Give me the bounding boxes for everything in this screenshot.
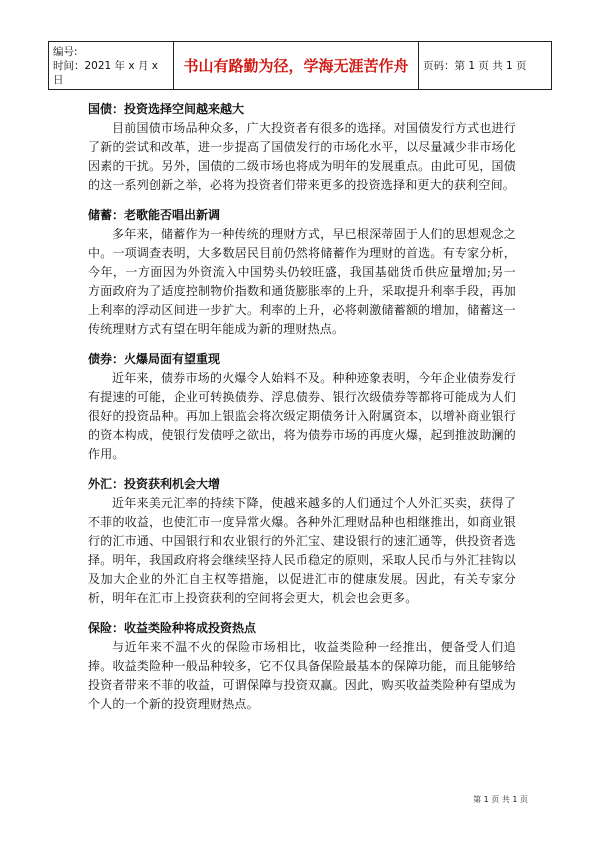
- section-paragraph: 目前国债市场品种众多，广大投资者有很多的选择。对国债发行方式也进行了新的尝试和改革，进一步提高了国债发行的市场化水平，以尽量减少非市场化因素的干扰。另外，国债的二级市场也将成为明年的发展重点。由此可见，国债的这一系列创新之举，必将为投资者们带来更多的投资选择和更大的获利空间。: [88, 121, 516, 192]
- header-meta: [49, 42, 174, 90]
- section-forex: [88, 475, 516, 608]
- section-treasury-bonds: [88, 100, 516, 195]
- section-paragraph: 与近年来不温不火的保险市场相比，收益类险种一经推出，便备受人们追捧。收益类险种一般品种较多，它不仅具备保险最基本的保障功能，而且能够给投资者带来不菲的收益，可谓保障与投资双赢。因此，购买收益类险种有望成为个人的一个新的投资理财热点。: [88, 640, 516, 711]
- section-title: 外汇：投资获利机会大增: [88, 477, 221, 491]
- section-title: 保险：收益类险种将成投资热点: [88, 621, 257, 635]
- section-insurance: [88, 619, 516, 714]
- header-page-label: 页码：第 1 页 共 1 页: [419, 42, 552, 90]
- document-body: [88, 100, 516, 725]
- page-footer: 第 1 页 共 1 页: [473, 795, 528, 804]
- section-bonds: [88, 350, 516, 464]
- section-paragraph: 近年来，债券市场的火爆令人始料不及。种种迹象表明，今年企业债券发行有提速的可能，企业可转换债券、浮息债券、银行次级债券等都将可能成为人们很好的投资品种。再加上银监会将次级定期债务计入附属资本，以增补商业银行的资本构成，使银行发债呼之欲出，将为债券市场的再度火爆，起到推波助澜的作用。: [88, 371, 516, 461]
- time-label: 时间：2021 年 x 月 x 日: [53, 59, 158, 86]
- section-title: 储蓄：老歌能否唱出新调: [88, 208, 221, 222]
- section-paragraph: 多年来，储蓄作为一种传统的理财方式，早已根深蒂固于人们的思想观念之中。一项调查表明，大多数居民目前仍然将储蓄作为理财的首选。有专家分析，今年，一方面因为外资流入中国势头仍较旺盛，我国基础货币供应量增加;另一方面政府为了适度控制物价指数和通货膨胀率的上升，采取提升利率手段，再加上利率的浮动区间进一步扩大。利率的上升，必将刺激储蓄额的增加，储蓄这一传统理财方式有望在明年能成为新的理财热点。: [88, 227, 516, 336]
- document-header: [48, 41, 552, 90]
- section-savings: [88, 206, 516, 339]
- number-label: 编号:: [53, 45, 78, 58]
- section-paragraph: 近年来美元汇率的持续下降，使越来越多的人们通过个人外汇买卖，获得了不菲的收益，也使汇市一度异常火爆。各种外汇理财品种也相继推出，如商业银行的汇市通、中国银行和农业银行的外汇宝、建设银行的速汇通等，供投资者选择。明年，我国政府将会继续坚持人民币稳定的原则，采取人民币与外汇挂钩以及加大企业的外汇自主权等措施，以促进汇市的健康发展。因此，有关专家分析，明年在汇市上投资获利的空间将会更大，机会也会更多。: [88, 496, 516, 605]
- header-motto: 书山有路勤为径，学海无涯苦作舟: [174, 42, 419, 90]
- section-title: 债券：火爆局面有望重现: [88, 352, 221, 366]
- section-title: 国债：投资选择空间越来越大: [88, 102, 245, 116]
